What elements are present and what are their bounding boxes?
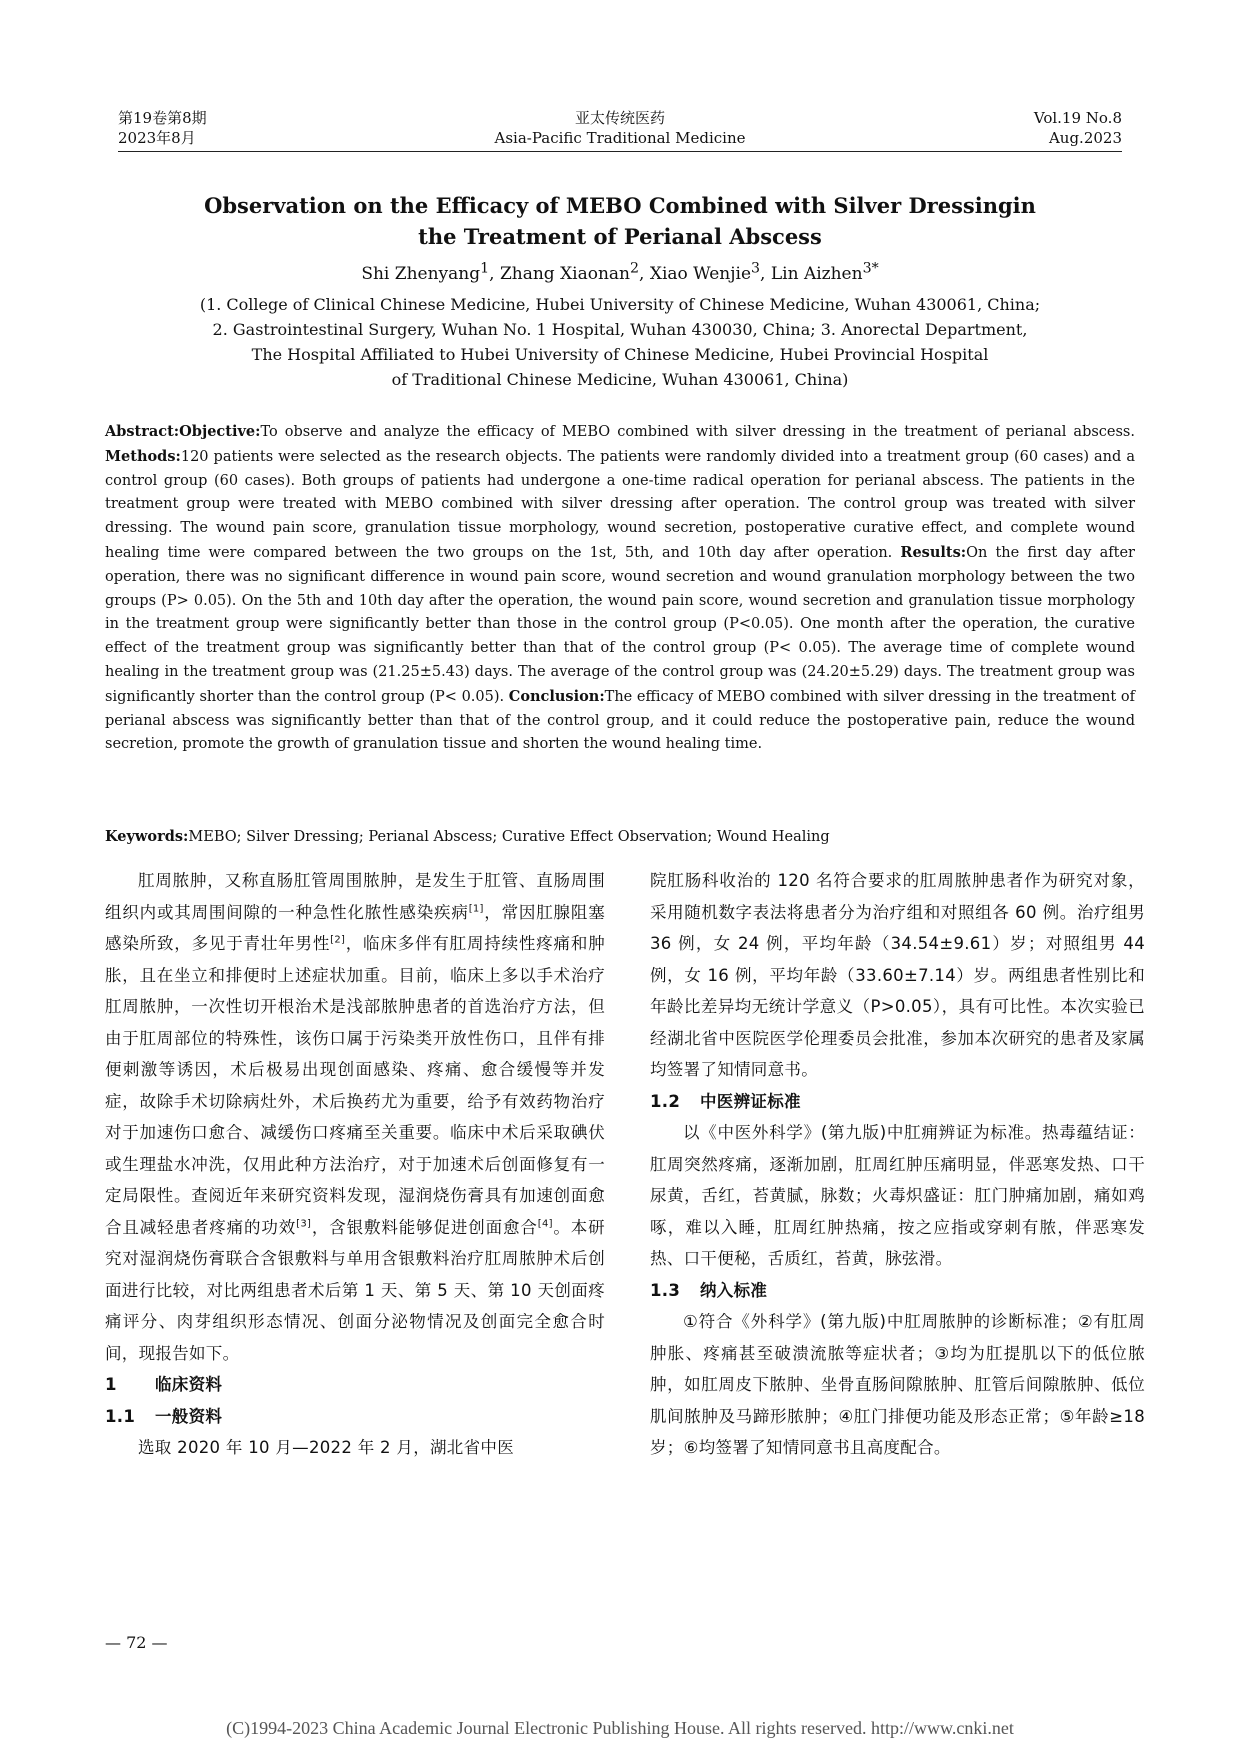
header-journal [420, 108, 820, 148]
section-title: 中医辨证标准 [700, 1091, 801, 1111]
author-name: Xiao Wenjie [649, 264, 752, 284]
section-number: 1.2 [650, 1091, 681, 1111]
title-line-2: the Treatment of Perianal Abscess [418, 224, 822, 249]
conclusion-label: Conclusion: [508, 687, 605, 705]
results-text: On the first day after operation, there was no significant difference in wound pain score, wound secretion and wound granulation morphology between the two groups (P> 0.05). On the 5th and 10th day after the operation, the wound pain score, wound secretion and granulation tissue morphology in the treatment group were significantly better than those in the control group (P<0.05). One month after the operation, the curative effect of the treatment group was significantly better than that of the control group (P< 0.05). The average time of complete wound healing in the treatment group was (21.25±5.43) days. The average of the control group was (24.20±5.29) days. The treatment group was significantly shorter than the control group (P< 0.05). [105, 544, 1135, 705]
citation-ref[interactable]: [4] [537, 1218, 553, 1229]
section-title: 一般资料 [155, 1406, 223, 1426]
affiliations [120, 292, 1120, 392]
intro-text: ，常因肛腺阻塞感染所致，多见于青壮年男性 [105, 902, 605, 953]
section-number: 1 [105, 1375, 117, 1394]
section-heading-1-1 [105, 1401, 605, 1433]
keywords-label: Keywords: [105, 828, 189, 845]
section-heading-1-2 [650, 1086, 1145, 1118]
body-paragraph: 以《中医外科学》(第九版)中肛痈辨证为标准。热毒蕴结证：肛周突然疼痛，逐渐加剧，肛周红肿压痛明显，伴恶寒发热、口干尿黄，舌红，苔黄腻，脉数；火毒炽盛证：肛门肿痛加剧，痛如鸡啄，难以入睡，肛周红肿热痛，按之应指或穿刺有脓，伴恶寒发热、口干便秘，舌质红，苔黄，脉弦滑。 [650, 1123, 1145, 1268]
author-name: Shi Zhenyang [361, 264, 481, 284]
section-title: 纳入标准 [700, 1280, 768, 1300]
author-affil-mark: 2 [630, 260, 640, 277]
affiliation-line: of Traditional Chinese Medicine, Wuhan 430061, China) [391, 370, 849, 389]
header-issue-en [1034, 108, 1122, 148]
affiliation-line: 2. Gastrointestinal Surgery, Wuhan No. 1 Hospital, Wuhan 430030, China; 3. Anorectal Department, [212, 320, 1028, 339]
abstract [105, 420, 1135, 757]
intro-text: ，临床多伴有肛周持续性疼痛和肿胀，且在坐立和排便时上述症状加重。目前，临床上多以手术治疗肛周脓肿，一次性切开根治术是浅部脓肿患者的首选治疗方法，但由于肛周部位的特殊性，该伤口属于污染类开放性伤口，且伴有排便刺激等诱因，术后极易出现创面感染、疼痛、愈合缓慢等并发症，故除手术切除病灶外，术后换药尤为重要，给予有效药物治疗对于加速伤口愈合、减缓伤口疼痛至关重要。临床中术后采取碘伏或生理盐水冲洗，仅用此种方法治疗，对于加速术后创面修复有一定局限性。查阅近年来研究资料发现，湿润烧伤膏具有加速创面愈合且减轻患者疼痛的功效 [105, 934, 605, 1237]
body-column-left [105, 865, 605, 1464]
header-date: 2023年8月 [118, 129, 196, 147]
header-volume-issue: 第19卷第8期 [118, 109, 207, 127]
copyright-footer: (C)1994-2023 China Academic Journal Electronic Publishing House. All rights reserved. http://www.cnki.net [226, 1718, 1014, 1738]
author-affil-mark: 3 [751, 260, 761, 277]
body-paragraph: ①符合《外科学》(第九版)中肛周脓肿的诊断标准；②有肛周肿胀、疼痛甚至破溃流脓等症状者；③均为肛提肌以下的低位脓肿，如肛周皮下脓肿、坐骨直肠间隙脓肿、肛管后间隙脓肿、低位肌间脓肿及马蹄形脓肿；④肛门排便功能及形态正常；⑤年龄≥18 岁；⑥均签署了知情同意书且高度配合。 [650, 1312, 1145, 1457]
intro-paragraph [105, 865, 605, 1369]
objective-label: Objective: [179, 423, 261, 440]
affiliation-line: (1. College of Clinical Chinese Medicine, Hubei University of Chinese Medicine, Wuhan 430061, China; [199, 295, 1041, 314]
header-issue [118, 108, 207, 148]
intro-text: ，含银敷料能够促进创面愈合 [311, 1217, 538, 1237]
author-name: Lin Aizhen [770, 264, 863, 284]
section-heading-1 [105, 1369, 605, 1401]
keywords-text: MEBO; Silver Dressing; Perianal Abscess; Curative Effect Observation; Wound Healing [188, 829, 830, 845]
methods-label: Methods: [105, 447, 181, 465]
body-column-right [650, 865, 1145, 1464]
paper-title [120, 190, 1120, 252]
results-label: Results: [900, 543, 967, 561]
section-number: 1.3 [650, 1280, 681, 1300]
intro-text: 。本研究对湿润烧伤膏联合含银敷料与单用含银敷料治疗肛周脓肿术后创面进行比较，对比两组患者术后第 1 天、第 5 天、第 10 天创面疼痛评分、肉芽组织形态情况、创面分泌物情况及创面完全愈合时间，现报告如下。 [105, 1217, 605, 1363]
section-heading-1-3 [650, 1275, 1145, 1307]
citation-ref[interactable]: [3] [296, 1218, 312, 1229]
header-date-en: Aug.2023 [1048, 129, 1122, 147]
citation-ref[interactable]: [1] [468, 903, 484, 914]
citation-ref[interactable]: [2] [330, 934, 346, 946]
affiliation-line: The Hospital Affiliated to Hubei University of Chinese Medicine, Hubei Provincial Hospital [251, 345, 989, 364]
objective-text: To observe and analyze the efficacy of MEBO combined with silver dressing in the treatment of perianal abscess. [260, 424, 1135, 440]
body-paragraph: 院肛肠科收治的 120 名符合要求的肛周脓肿患者作为研究对象，采用随机数字表法将患者分为治疗组和对照组各 60 例。治疗组男 36 例，女 24 例，平均年龄（34.54±9.61）岁；对照组男 44 例，女 16 例，平均年龄（33.60±7.14）岁。两组患者性别比和年龄比差异均无统计学意义（P>0.05），具有可比性。本次实验已经湖北省中医院医学伦理委员会批准，参加本次研究的患者及家属均签署了知情同意书。 [650, 871, 1145, 1079]
page-number: — 72 — [105, 1633, 168, 1652]
journal-name-cn: 亚太传统医药 [574, 109, 665, 127]
body-paragraph: 选取 2020 年 10 月—2022 年 2 月，湖北省中医 [138, 1438, 514, 1457]
author-name: Zhang Xiaonan [499, 264, 631, 284]
header-volume-en: Vol.19 No.8 [1033, 109, 1122, 127]
methods-text: 120 patients were selected as the research objects. The patients were randomly divided into a treatment group (60 cases) and a control group (60 cases). Both groups of patients had undergone a one-time radical operation for perianal abscess. The patients in the treatment group were treated with MEBO combined with silver dressing after operation. The control group was treated with silver dressing. The wound pain score, granulation tissue morphology, wound secretion, postoperative curative effect, and complete wound healing time were compared between the two groups on the 1st, 5th, and 10th day after operation. [105, 448, 1135, 561]
title-line-1: Observation on the Efficacy of MEBO Combined with Silver Dressingin [204, 193, 1036, 218]
keywords [105, 826, 1135, 848]
journal-name-en: Asia-Pacific Traditional Medicine [494, 129, 746, 147]
author-list: Shi Zhenyang$^1$, Zhang Xiaonan$^2$, Xiao Wenjie$^3$, Lin Aizhen$^{3*}$ [361, 260, 879, 284]
author-affil-mark: 3* [862, 260, 879, 277]
conclusion-text: The efficacy of MEBO combined with silver dressing in the treatment of perianal abscess was significantly better than that of the control group, and it could reduce the postoperative pain, reduce the wound secretion, promote the growth of granulation tissue and shorten the wound healing time. [105, 688, 1135, 753]
section-number: 1.1 [105, 1406, 136, 1426]
header-divider [118, 151, 1122, 152]
author-affil-mark: 1 [480, 260, 490, 277]
intro-text: 肛周脓肿，又称直肠肛管周围脓肿，是发生于肛管、直肠周围组织内或其周围间隙的一种急性化脓性感染疾病 [105, 871, 605, 922]
section-title: 临床资料 [155, 1375, 223, 1394]
abstract-label: Abstract: [105, 423, 180, 440]
